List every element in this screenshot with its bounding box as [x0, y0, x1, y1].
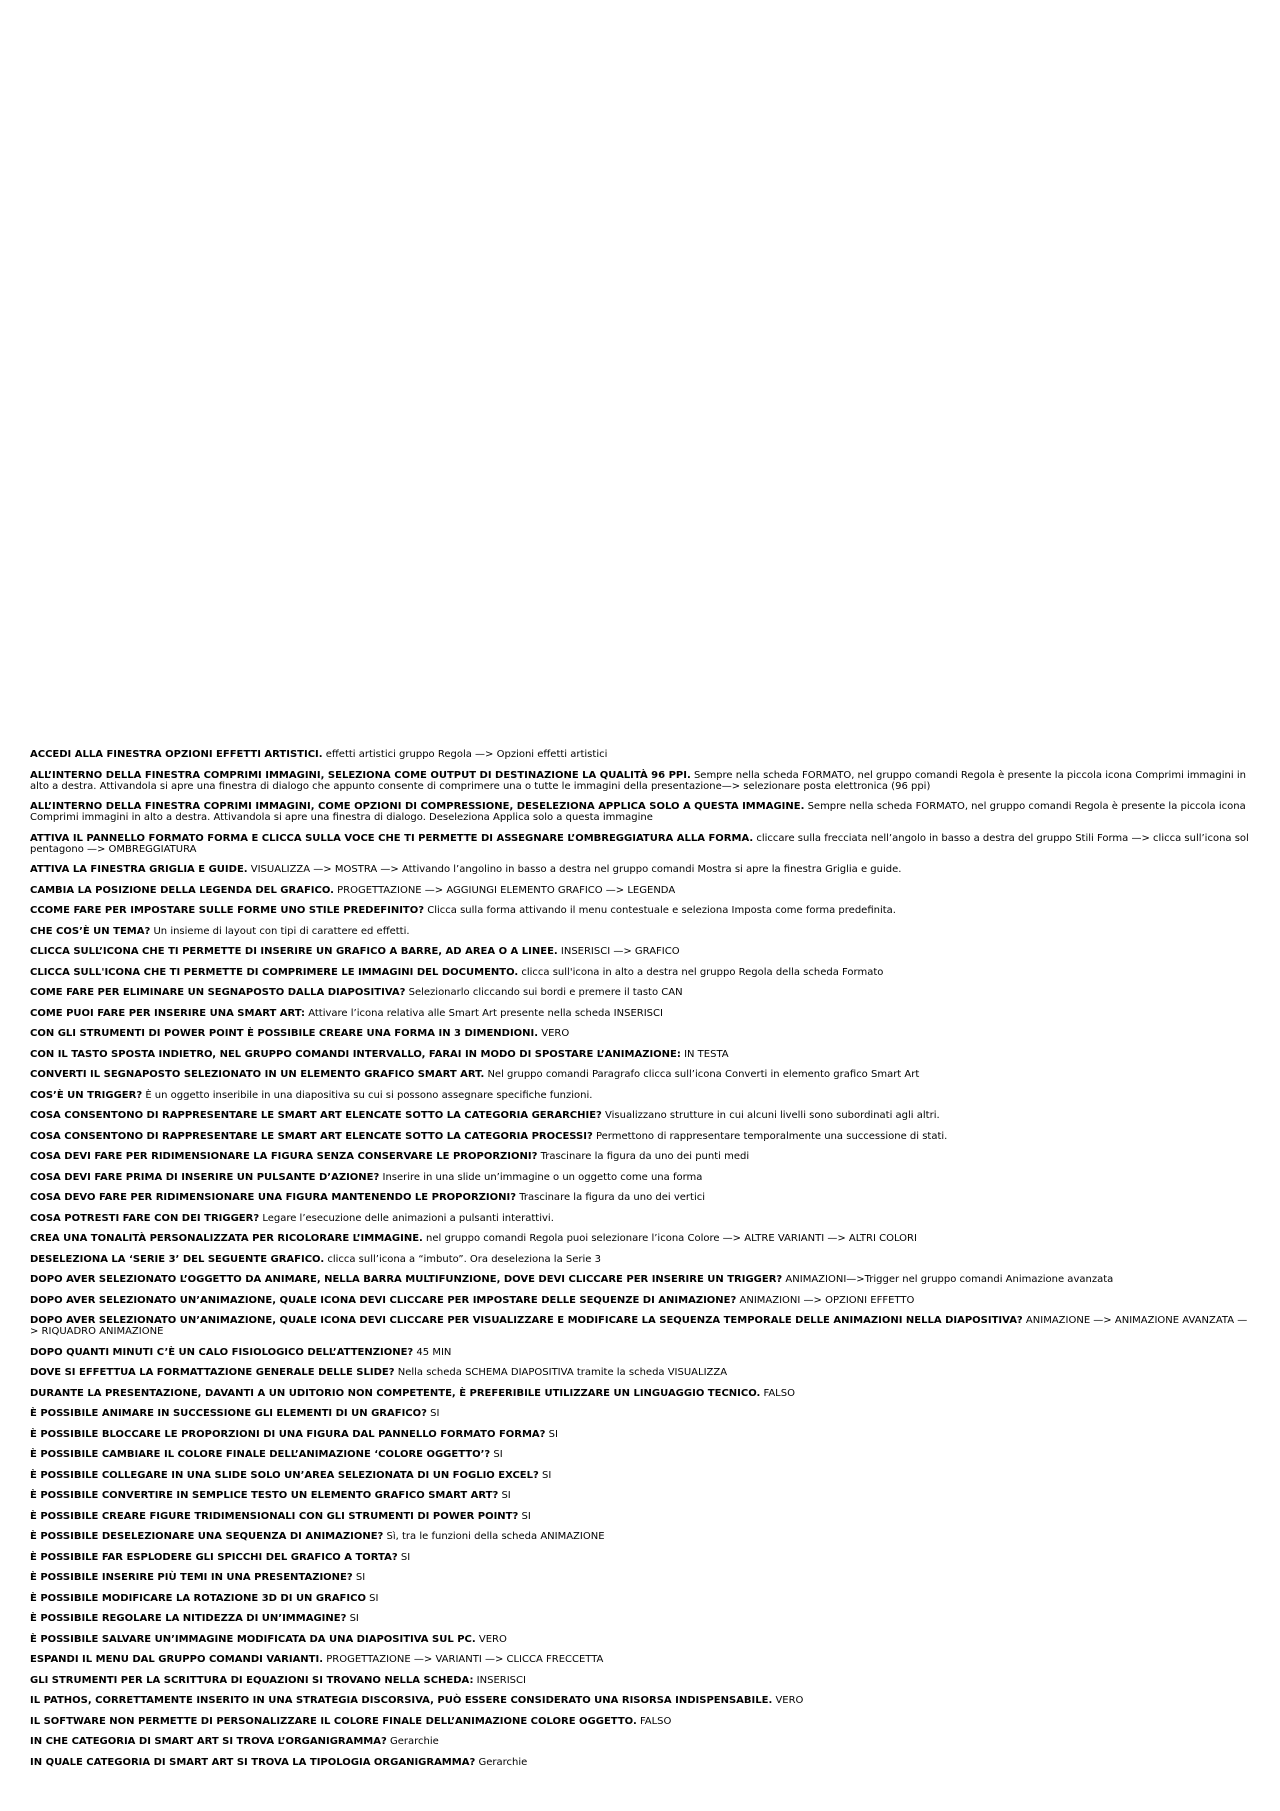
question-text: CCOME FARE PER IMPOSTARE SULLE FORME UNO STILE PREDEFINITO?	[30, 905, 425, 916]
question-text: DOPO QUANTI MINUTI C’È UN CALO FISIOLOGICO DELL’ATTENZIONE?	[30, 1346, 414, 1358]
question-text: ACCEDI ALLA FINESTRA OPZIONI EFFETTI ARTISTICI.	[30, 749, 323, 760]
question-text: COME FARE PER ELIMINARE UN SEGNAPOSTO DALLA DIAPOSITIVA?	[30, 987, 406, 998]
answer-text: Sì, tra le funzioni della scheda ANIMAZIONE	[386, 1531, 605, 1542]
answer-text: nel gruppo comandi Regola puoi selezionare l’icona Colore —> ALTRE VARIANTI —> ALTRI COLORI	[426, 1233, 917, 1244]
question-text: COME PUOI FARE PER INSERIRE UNA SMART ART:	[30, 1007, 306, 1019]
question-text: COSA DEVI FARE PRIMA DI INSERIRE UN PULSANTE D’AZIONE?	[30, 1171, 380, 1183]
answer-text: SI	[349, 1613, 359, 1624]
qa-item-48	[30, 1757, 1255, 1768]
qa-item-44	[30, 1675, 1255, 1686]
answer-text: SI	[501, 1490, 511, 1501]
answer-text: cliccare sulla frecciata nell’angolo in basso a destra del gruppo Stili Forma —> clicca sull’icona sol pentagono —> OMBREGGIATURA	[30, 832, 1249, 855]
answer-text: SI	[493, 1449, 503, 1460]
qa-item-6	[30, 885, 1255, 896]
answer-text: INSERISCI —> GRAFICO	[560, 946, 680, 957]
answer-text: Visualizzano strutture in cui alcuni livelli sono subordinati agli altri.	[605, 1110, 940, 1121]
question-text: È POSSIBILE CAMBIARE IL COLORE FINALE DELL’ANIMAZIONE ‘COLORE OGGETTO’?	[30, 1449, 491, 1460]
qa-item-34	[30, 1470, 1255, 1481]
question-text: IL PATHOS, CORRETTAMENTE INSERITO IN UNA STRATEGIA DISCORSIVA, PUÒ ESSERE CONSIDERATO UNA RISORSA INDISPENSABILE.	[30, 1695, 773, 1706]
qa-item-32	[30, 1429, 1255, 1440]
answer-text: SI	[542, 1469, 552, 1481]
qa-item-14	[30, 1049, 1255, 1060]
answer-text: 45 MIN	[416, 1346, 452, 1358]
answer-text: ANIMAZIONI—>Trigger nel gruppo comandi Animazione avanzata	[785, 1274, 1114, 1285]
qa-item-3	[30, 801, 1255, 823]
qa-item-22	[30, 1213, 1255, 1224]
question-text: COSA CONSENTONO DI RAPPRESENTARE LE SMART ART ELENCATE SOTTO LA CATEGORIA GERARCHIE?	[30, 1110, 602, 1121]
qa-item-27	[30, 1315, 1255, 1337]
question-text: DOPO AVER SELEZIONATO UN’ANIMAZIONE, QUALE ICONA DEVI CLICCARE PER IMPOSTARE DELLE SEQUENZE DI ANIMAZIONE?	[30, 1294, 737, 1306]
question-text: IN CHE CATEGORIA DI SMART ART SI TROVA L’ORGANIGRAMMA?	[30, 1736, 387, 1747]
question-text: ATTIVA IL PANNELLO FORMATO FORMA E CLICCA SULLA VOCE CHE TI PERMETTE DI ASSEGNARE L’OMBREGGIATURA ALLA FORMA.	[30, 832, 754, 844]
answer-text: Un insieme di layout con tipi di carattere ed effetti.	[153, 925, 410, 937]
question-text: COSA DEVO FARE PER RIDIMENSIONARE UNA FIGURA MANTENENDO LE PROPORZIONI?	[30, 1192, 517, 1203]
qa-item-46	[30, 1716, 1255, 1727]
qa-item-17	[30, 1110, 1255, 1121]
qa-item-39	[30, 1572, 1255, 1583]
question-text: È POSSIBILE MODIFICARE LA ROTAZIONE 3D DI UN GRAFICO	[30, 1592, 366, 1604]
qa-item-31	[30, 1408, 1255, 1419]
qa-item-37	[30, 1531, 1255, 1542]
question-text: È POSSIBILE COLLEGARE IN UNA SLIDE SOLO UN’AREA SELEZIONATA DI UN FOGLIO EXCEL?	[30, 1469, 539, 1481]
question-text: IN QUALE CATEGORIA DI SMART ART SI TROVA LA TIPOLOGIA ORGANIGRAMMA?	[30, 1756, 476, 1768]
qa-item-23	[30, 1233, 1255, 1244]
qa-item-8	[30, 926, 1255, 937]
answer-text: FALSO	[639, 1715, 672, 1727]
question-text: ALL’INTERNO DELLA FINESTRA COMPRIMI IMMAGINI, SELEZIONA COME OUTPUT DI DESTINAZIONE LA QUALITÀ 96 PPI.	[30, 769, 691, 781]
qa-item-42	[30, 1634, 1255, 1645]
answer-text: Gerarchie	[478, 1756, 528, 1768]
question-text: È POSSIBILE REGOLARE LA NITIDEZZA DI UN’IMMAGINE?	[30, 1613, 347, 1624]
qa-list	[30, 749, 1255, 1777]
question-text: COSA POTRESTI FARE CON DEI TRIGGER?	[30, 1212, 260, 1224]
question-text: CONVERTI IL SEGNAPOSTO SELEZIONATO IN UN ELEMENTO GRAFICO SMART ART.	[30, 1069, 485, 1080]
question-text: DOPO AVER SELEZIONATO L’OGGETTO DA ANIMARE, NELLA BARRA MULTIFUNZIONE, DOVE DEVI CLICCARE PER INSERIRE UN TRIGGER?	[30, 1274, 783, 1285]
qa-item-35	[30, 1490, 1255, 1501]
question-text: CON GLI STRUMENTI DI POWER POINT È POSSIBILE CREARE UNA FORMA IN 3 DIMENDIONI.	[30, 1028, 539, 1039]
answer-text: VERO	[541, 1028, 570, 1039]
qa-item-29	[30, 1367, 1255, 1378]
answer-text: SI	[369, 1592, 379, 1604]
question-text: COSA DEVI FARE PER RIDIMENSIONARE LA FIGURA SENZA CONSERVARE LE PROPORZIONI?	[30, 1151, 538, 1162]
question-text: È POSSIBILE DESELEZIONARE UNA SEQUENZA DI ANIMAZIONE?	[30, 1531, 384, 1542]
answer-text: clicca sull'icona in alto a destra nel gruppo Regola della scheda Formato	[521, 966, 884, 978]
qa-item-9	[30, 946, 1255, 957]
answer-text: È un oggetto inseribile in una diapositiva su cui si possono assegnare specifiche funzioni.	[145, 1089, 593, 1101]
question-text: DOPO AVER SELEZIONATO UN’ANIMAZIONE, QUALE ICONA DEVI CLICCARE PER VISUALIZZARE E MODIFICARE LA SEQUENZA TEMPORALE DELLE ANIMAZIONI NELLA DIAPOSITIVA?	[30, 1315, 1023, 1326]
question-text: È POSSIBILE INSERIRE PIÙ TEMI IN UNA PRESENTAZIONE?	[30, 1572, 353, 1583]
answer-text: Trascinare la figura da uno dei punti medi	[540, 1151, 750, 1162]
qa-item-1	[30, 749, 1255, 760]
question-text: CLICCA SULL'ICONA CHE TI PERMETTE DI COMPRIMERE LE IMMAGINI DEL DOCUMENTO.	[30, 966, 519, 978]
question-text: IL SOFTWARE NON PERMETTE DI PERSONALIZZARE IL COLORE FINALE DELL’ANIMAZIONE COLORE OGGETTO.	[30, 1715, 637, 1727]
qa-item-25	[30, 1274, 1255, 1285]
question-text: È POSSIBILE SALVARE UN’IMMAGINE MODIFICATA DA UNA DIAPOSITIVA SUL PC.	[30, 1633, 476, 1645]
question-text: DOVE SI EFFETTUA LA FORMATTAZIONE GENERALE DELLE SLIDE?	[30, 1367, 395, 1378]
qa-item-30	[30, 1388, 1255, 1399]
question-text: CLICCA SULL’ICONA CHE TI PERMETTE DI INSERIRE UN GRAFICO A BARRE, AD AREA O A LINEE.	[30, 946, 558, 957]
qa-item-11	[30, 987, 1255, 998]
qa-item-21	[30, 1192, 1255, 1203]
question-text: È POSSIBILE BLOCCARE LE PROPORZIONI DI UNA FIGURA DAL PANNELLO FORMATO FORMA?	[30, 1428, 546, 1440]
answer-text: Nel gruppo comandi Paragrafo clicca sull’icona Converti in elemento grafico Smart Art	[487, 1069, 920, 1080]
answer-text: Nella scheda SCHEMA DIAPOSITIVA tramite la scheda VISUALIZZA	[397, 1367, 728, 1378]
answer-text: VERO	[478, 1633, 507, 1645]
answer-text: VISUALIZZA —> MOSTRA —> Attivando l’angolino in basso a destra nel gruppo comandi Mostra si apre la finestra Griglia e guide.	[250, 864, 902, 875]
qa-item-40	[30, 1593, 1255, 1604]
answer-text: Inserire in una slide un’immagine o un oggetto come una forma	[382, 1171, 703, 1183]
answer-text: ANIMAZIONE —> ANIMAZIONE AVANZATA —> RIQUADRO ANIMAZIONE	[30, 1315, 1248, 1337]
answer-text: Legare l’esecuzione delle animazioni a pulsanti interattivi.	[262, 1212, 554, 1224]
qa-item-7	[30, 905, 1255, 916]
question-text: È POSSIBILE CREARE FIGURE TRIDIMENSIONALI CON GLI STRUMENTI DI POWER POINT?	[30, 1510, 519, 1522]
question-text: CREA UNA TONALITÀ PERSONALIZZATA PER RICOLORARE L’IMMAGINE.	[30, 1233, 423, 1244]
qa-item-41	[30, 1613, 1255, 1624]
qa-item-26	[30, 1295, 1255, 1306]
answer-text: PROGETTAZIONE —> VARIANTI —> CLICCA FRECCETTA	[326, 1654, 604, 1665]
answer-text: INSERISCI	[476, 1674, 526, 1686]
answer-text: Sempre nella scheda FORMATO, nel gruppo comandi Regola è presente la piccola icona Comprimi immagini in alto a destra. Attivandola si apre una finestra di dialogo. Deseleziona Applica solo a questa immagine	[30, 801, 1246, 823]
qa-item-47	[30, 1736, 1255, 1747]
question-text: ALL’INTERNO DELLA FINESTRA COPRIMI IMMAGINI, COME OPZIONI DI COMPRESSIONE, DESELEZIONA APPLICA SOLO A QUESTA IMMAGINE.	[30, 801, 805, 812]
qa-item-12	[30, 1008, 1255, 1019]
question-text: COS’È UN TRIGGER?	[30, 1089, 143, 1101]
qa-item-5	[30, 864, 1255, 875]
question-text: È POSSIBILE ANIMARE IN SUCCESSIONE GLI ELEMENTI DI UN GRAFICO?	[30, 1408, 427, 1419]
answer-text: IN TESTA	[684, 1048, 729, 1060]
answer-text: Attivare l’icona relativa alle Smart Art presente nella scheda INSERISCI	[308, 1007, 663, 1019]
qa-item-38	[30, 1552, 1255, 1563]
answer-text: PROGETTAZIONE —> AGGIUNGI ELEMENTO GRAFICO —> LEGENDA	[337, 884, 676, 896]
answer-text: Sempre nella scheda FORMATO, nel gruppo comandi Regola è presente la piccola icona Comprimi immagini in alto a destra. Attivandola si apre una finestra di dialogo che appunto consente di comprimere una o tutte le immagini della presentazione—> selezionare posta elettronica (96 ppi)	[30, 769, 1246, 792]
answer-text: Clicca sulla forma attivando il menu contestuale e seleziona Imposta come forma predefinita.	[427, 905, 896, 916]
qa-item-33	[30, 1449, 1255, 1460]
qa-item-15	[30, 1069, 1255, 1080]
qa-item-16	[30, 1090, 1255, 1101]
answer-text: VERO	[775, 1695, 804, 1706]
question-text: DURANTE LA PRESENTAZIONE, DAVANTI A UN UDITORIO NON COMPETENTE, È PREFERIBILE UTILIZZARE UN LINGUAGGIO TECNICO.	[30, 1387, 761, 1399]
qa-item-24	[30, 1254, 1255, 1265]
qa-item-2	[30, 770, 1255, 792]
qa-item-13	[30, 1028, 1255, 1039]
question-text: ATTIVA LA FINESTRA GRIGLIA E GUIDE.	[30, 864, 248, 875]
answer-text: effetti artistici gruppo Regola —> Opzioni effetti artistici	[325, 749, 608, 760]
answer-text: Gerarchie	[389, 1736, 439, 1747]
answer-text: SI	[355, 1572, 366, 1583]
question-text: CAMBIA LA POSIZIONE DELLA LEGENDA DEL GRAFICO.	[30, 884, 334, 896]
answer-text: SI	[400, 1551, 411, 1563]
question-text: È POSSIBILE FAR ESPLODERE GLI SPICCHI DEL GRAFICO A TORTA?	[30, 1551, 398, 1563]
qa-item-28	[30, 1347, 1255, 1358]
question-text: DESELEZIONA LA ‘SERIE 3’ DEL SEGUENTE GRAFICO.	[30, 1253, 325, 1265]
answer-text: Trascinare la figura da uno dei vertici	[519, 1192, 706, 1203]
answer-text: ANIMAZIONI —> OPZIONI EFFETTO	[739, 1294, 915, 1306]
answer-text: SI	[548, 1428, 558, 1440]
qa-item-4	[30, 833, 1255, 855]
answer-text: Selezionarlo cliccando sui bordi e premere il tasto CAN	[408, 987, 683, 998]
question-text: GLI STRUMENTI PER LA SCRITTURA DI EQUAZIONI SI TROVANO NELLA SCHEDA:	[30, 1674, 474, 1686]
answer-text: clicca sull’icona a “imbuto”. Ora deseleziona la Serie 3	[327, 1253, 601, 1265]
qa-item-36	[30, 1511, 1255, 1522]
answer-text: SI	[430, 1408, 440, 1419]
question-text: ESPANDI IL MENU DAL GRUPPO COMANDI VARIANTI.	[30, 1654, 324, 1665]
qa-item-10	[30, 967, 1255, 978]
qa-item-20	[30, 1172, 1255, 1183]
question-text: CON IL TASTO SPOSTA INDIETRO, NEL GRUPPO COMANDI INTERVALLO, FARAI IN MODO DI SPOSTARE L’ANIMAZIONE:	[30, 1048, 681, 1060]
question-text: CHE COS’È UN TEMA?	[30, 925, 151, 937]
qa-item-18	[30, 1131, 1255, 1142]
answer-text: SI	[521, 1510, 531, 1522]
question-text: È POSSIBILE CONVERTIRE IN SEMPLICE TESTO UN ELEMENTO GRAFICO SMART ART?	[30, 1490, 499, 1501]
answer-text: Permettono di rappresentare temporalmente una successione di stati.	[595, 1130, 948, 1142]
qa-item-43	[30, 1654, 1255, 1665]
qa-item-45	[30, 1695, 1255, 1706]
question-text: COSA CONSENTONO DI RAPPRESENTARE LE SMART ART ELENCATE SOTTO LA CATEGORIA PROCESSI?	[30, 1130, 593, 1142]
qa-item-19	[30, 1151, 1255, 1162]
answer-text: FALSO	[763, 1387, 795, 1399]
